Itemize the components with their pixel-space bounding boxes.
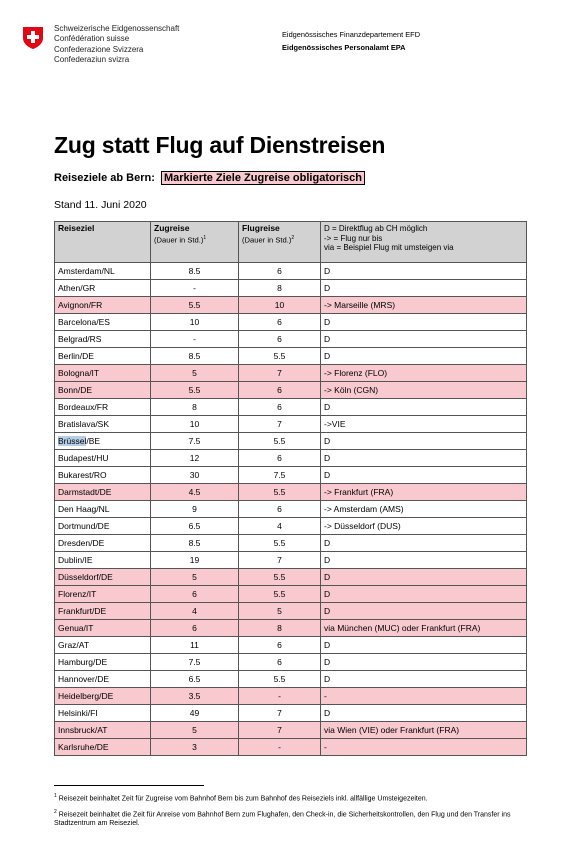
- cell-flight-info: -> Düsseldorf (DUS): [321, 518, 527, 535]
- cell-train-hours: -: [151, 331, 239, 348]
- cell-flight-info: -> Frankfurt (FRA): [321, 484, 527, 501]
- cell-flight-info: D: [321, 450, 527, 467]
- cell-train-hours: 5.5: [151, 382, 239, 399]
- department-name: Eidgenössisches Finanzdepartement EFD: [282, 30, 421, 39]
- cell-flight-hours: 6: [239, 263, 321, 280]
- cell-destination: Bordeaux/FR: [55, 399, 151, 416]
- table-row: [55, 450, 527, 467]
- cell-destination: Hannover/DE: [55, 671, 151, 688]
- cell-flight-info: D: [321, 654, 527, 671]
- cell-destination: Den Haag/NL: [55, 501, 151, 518]
- cell-flight-info: D: [321, 586, 527, 603]
- table-row: [55, 688, 527, 705]
- cell-train-hours: 8: [151, 399, 239, 416]
- table-row: [55, 586, 527, 603]
- cell-flight-info: -: [321, 739, 527, 756]
- cell-train-hours: 5: [151, 365, 239, 382]
- confederation-it: Confederazione Svizzera: [54, 44, 144, 54]
- cell-destination: Bratislava/SK: [55, 416, 151, 433]
- cell-flight-info: D: [321, 331, 527, 348]
- page-header: [22, 24, 562, 84]
- table-row: [55, 739, 527, 756]
- cell-flight-hours: 5.5: [239, 671, 321, 688]
- cell-train-hours: 8.5: [151, 535, 239, 552]
- cell-train-hours: 8.5: [151, 348, 239, 365]
- cell-destination: Barcelona/ES: [55, 314, 151, 331]
- cell-destination: Düsseldorf/DE: [55, 569, 151, 586]
- cell-destination: Avignon/FR: [55, 297, 151, 314]
- header-flight-title: Flugreise: [242, 223, 280, 233]
- cell-destination: Dresden/DE: [55, 535, 151, 552]
- table-row: [55, 365, 527, 382]
- cell-flight-info: via München (MUC) oder Frankfurt (FRA): [321, 620, 527, 637]
- cell-flight-hours: -: [239, 688, 321, 705]
- cell-flight-hours: 4: [239, 518, 321, 535]
- cell-train-hours: 3.5: [151, 688, 239, 705]
- cell-train-hours: 10: [151, 416, 239, 433]
- cell-train-hours: 6.5: [151, 518, 239, 535]
- table-row: [55, 399, 527, 416]
- cell-train-hours: 7.5: [151, 654, 239, 671]
- header-train: [151, 222, 239, 263]
- footnotes: [54, 792, 534, 832]
- cell-flight-hours: 7: [239, 365, 321, 382]
- cell-train-hours: 5.5: [151, 297, 239, 314]
- cell-flight-info: -> Amsterdam (AMS): [321, 501, 527, 518]
- confederation-names: [54, 24, 179, 66]
- header-train-sub: (Dauer in Std.)$^1$: [154, 234, 207, 245]
- confederation-de: Schweizerische Eidgenossenschaft: [54, 24, 180, 33]
- cell-flight-hours: 7: [239, 416, 321, 433]
- cell-flight-info: D: [321, 399, 527, 416]
- cell-train-hours: 4.5: [151, 484, 239, 501]
- table-row: [55, 722, 527, 739]
- selected-text: Brüssel: [58, 436, 87, 446]
- table-header-row: [55, 222, 527, 263]
- cell-flight-hours: 6: [239, 314, 321, 331]
- cell-destination: Dublin/IE: [55, 552, 151, 569]
- cell-flight-info: D: [321, 314, 527, 331]
- header-destination: Reiseziel: [55, 222, 151, 263]
- cell-flight-info: ->VIE: [321, 416, 527, 433]
- cell-train-hours: 5: [151, 569, 239, 586]
- cell-flight-info: D: [321, 569, 527, 586]
- table-row: [55, 263, 527, 280]
- subtitle-label: Reiseziele ab Bern:: [54, 172, 155, 184]
- cell-destination: Bonn/DE: [55, 382, 151, 399]
- cell-flight-info: via Wien (VIE) oder Frankfurt (FRA): [321, 722, 527, 739]
- cell-train-hours: 6: [151, 620, 239, 637]
- cell-destination: Bologna/IT: [55, 365, 151, 382]
- cell-flight-info: D: [321, 433, 527, 450]
- destination-suffix: /BE: [86, 436, 101, 446]
- cell-train-hours: -: [151, 280, 239, 297]
- table-row: [55, 705, 527, 722]
- table-row: [55, 654, 527, 671]
- cell-destination: Bukarest/RO: [55, 467, 151, 484]
- cell-destination: Darmstadt/DE: [55, 484, 151, 501]
- cell-destination: Hamburg/DE: [55, 654, 151, 671]
- cell-train-hours: 8.5: [151, 263, 239, 280]
- destinations-table: [54, 221, 527, 756]
- cell-destination: Florenz/IT: [55, 586, 151, 603]
- cell-flight-hours: -: [239, 739, 321, 756]
- cell-destination: Karlsruhe/DE: [55, 739, 151, 756]
- table-row: [55, 297, 527, 314]
- table-row: [55, 671, 527, 688]
- cell-flight-info: -> Florenz (FLO): [321, 365, 527, 382]
- cell-flight-hours: 7: [239, 705, 321, 722]
- cell-destination: Budapest/HU: [55, 450, 151, 467]
- cell-train-hours: 12: [151, 450, 239, 467]
- legend-via: via = Beispiel Flug mit umsteigen via: [324, 243, 454, 253]
- cell-flight-hours: 7.5: [239, 467, 321, 484]
- page-title: Zug statt Flug auf Dienstreisen: [54, 132, 386, 158]
- cell-train-hours: 6.5: [151, 671, 239, 688]
- cell-flight-hours: 6: [239, 654, 321, 671]
- table-row: [55, 620, 527, 637]
- table-row: [55, 280, 527, 297]
- cell-destination: Genua/IT: [55, 620, 151, 637]
- cell-destination: Helsinki/FI: [55, 705, 151, 722]
- header-flight-sub: (Dauer in Std.)$^2$: [242, 234, 295, 245]
- cell-flight-hours: 7: [239, 552, 321, 569]
- cell-train-hours: 19: [151, 552, 239, 569]
- cell-flight-hours: 8: [239, 620, 321, 637]
- cell-flight-hours: 5.5: [239, 569, 321, 586]
- cell-flight-hours: 8: [239, 280, 321, 297]
- table-row: [55, 569, 527, 586]
- legend-arrow: -> = Flug nur bis: [324, 233, 383, 243]
- cell-train-hours: 5: [151, 722, 239, 739]
- header-flight: [239, 222, 321, 263]
- table-row: [55, 382, 527, 399]
- cell-flight-hours: 5.5: [239, 535, 321, 552]
- table-row: [55, 637, 527, 654]
- cell-flight-hours: 7: [239, 722, 321, 739]
- footnote-divider: [54, 785, 204, 786]
- table-row: [55, 501, 527, 518]
- confederation-rm: Confederaziun svizra: [54, 55, 130, 65]
- table-row: [55, 484, 527, 501]
- department-block: [282, 28, 420, 54]
- table-row: [55, 603, 527, 620]
- cell-destination: Berlin/DE: [55, 348, 151, 365]
- table-row: [55, 552, 527, 569]
- cell-flight-info: -> Köln (CGN): [321, 382, 527, 399]
- cell-destination: Graz/AT: [55, 637, 151, 654]
- cell-train-hours: 7.5: [151, 433, 239, 450]
- footnote-1: $^1$ Reisezeit beinhaltet Zeit für Zugreise vom Bahnhof Bern bis zum Bahnhof des Reiseziels inkl. allfällige Umsteigezeiten.: [54, 793, 428, 803]
- table-row: [55, 348, 527, 365]
- cell-destination: Frankfurt/DE: [55, 603, 151, 620]
- cell-flight-hours: 10: [239, 297, 321, 314]
- cell-train-hours: 49: [151, 705, 239, 722]
- subtitle-marked-legend: Markierte Ziele Zugreise obligatorisch: [161, 171, 365, 185]
- footnote-2: $^2$ Reisezeit beinhaltet die Zeit für Anreise vom Bahnhof Bern zum Flughafen, den Check-in, die Sicherheitskontrollen, den Flug und den Transfer ins Stadtzentrum am Reiseziel.: [54, 808, 511, 828]
- cell-flight-hours: 5.5: [239, 348, 321, 365]
- table-row: [55, 518, 527, 535]
- office-name: Eidgenössisches Personalamt EPA: [282, 43, 406, 52]
- cell-flight-hours: 5.5: [239, 484, 321, 501]
- table-row: [55, 433, 527, 450]
- cell-flight-hours: 6: [239, 331, 321, 348]
- cell-flight-info: D: [321, 467, 527, 484]
- cell-flight-info: D: [321, 637, 527, 654]
- confederation-fr: Confédération suisse: [54, 34, 130, 44]
- cell-flight-hours: 6: [239, 399, 321, 416]
- cell-train-hours: 10: [151, 314, 239, 331]
- cell-flight-info: D: [321, 705, 527, 722]
- table-row: [55, 535, 527, 552]
- cell-flight-info: D: [321, 535, 527, 552]
- subtitle: [54, 172, 365, 184]
- cell-destination: Dortmund/DE: [55, 518, 151, 535]
- cell-flight-info: D: [321, 280, 527, 297]
- cell-flight-hours: 6: [239, 501, 321, 518]
- cell-train-hours: 6: [151, 586, 239, 603]
- cell-destination: Amsterdam/NL: [55, 263, 151, 280]
- table-row: [55, 416, 527, 433]
- header-train-title: Zugreise: [154, 223, 190, 233]
- cell-flight-hours: 5.5: [239, 586, 321, 603]
- swiss-cross-icon: [22, 26, 44, 50]
- cell-flight-info: D: [321, 552, 527, 569]
- cell-destination: Belgrad/RS: [55, 331, 151, 348]
- cell-flight-info: -: [321, 688, 527, 705]
- cell-train-hours: 30: [151, 467, 239, 484]
- table-row: [55, 314, 527, 331]
- cell-train-hours: 4: [151, 603, 239, 620]
- cell-flight-hours: 6: [239, 382, 321, 399]
- table-row: [55, 331, 527, 348]
- cell-train-hours: 9: [151, 501, 239, 518]
- cell-destination: Heidelberg/DE: [55, 688, 151, 705]
- cell-train-hours: 11: [151, 637, 239, 654]
- header-legend: [321, 222, 527, 263]
- cell-flight-hours: 6: [239, 450, 321, 467]
- cell-flight-info: D: [321, 263, 527, 280]
- cell-flight-info: D: [321, 348, 527, 365]
- cell-destination: [55, 433, 151, 450]
- date-stand: Stand 11. Juni 2020: [54, 199, 147, 211]
- cell-flight-hours: 5: [239, 603, 321, 620]
- cell-flight-hours: 5.5: [239, 433, 321, 450]
- cell-flight-info: -> Marseille (MRS): [321, 297, 527, 314]
- cell-flight-info: D: [321, 671, 527, 688]
- cell-destination: Athen/GR: [55, 280, 151, 297]
- cell-train-hours: 3: [151, 739, 239, 756]
- cell-flight-hours: 6: [239, 637, 321, 654]
- cell-flight-info: D: [321, 603, 527, 620]
- cell-destination: Innsbruck/AT: [55, 722, 151, 739]
- legend-direct: D = Direktflug ab CH möglich: [324, 224, 428, 233]
- table-row: [55, 467, 527, 484]
